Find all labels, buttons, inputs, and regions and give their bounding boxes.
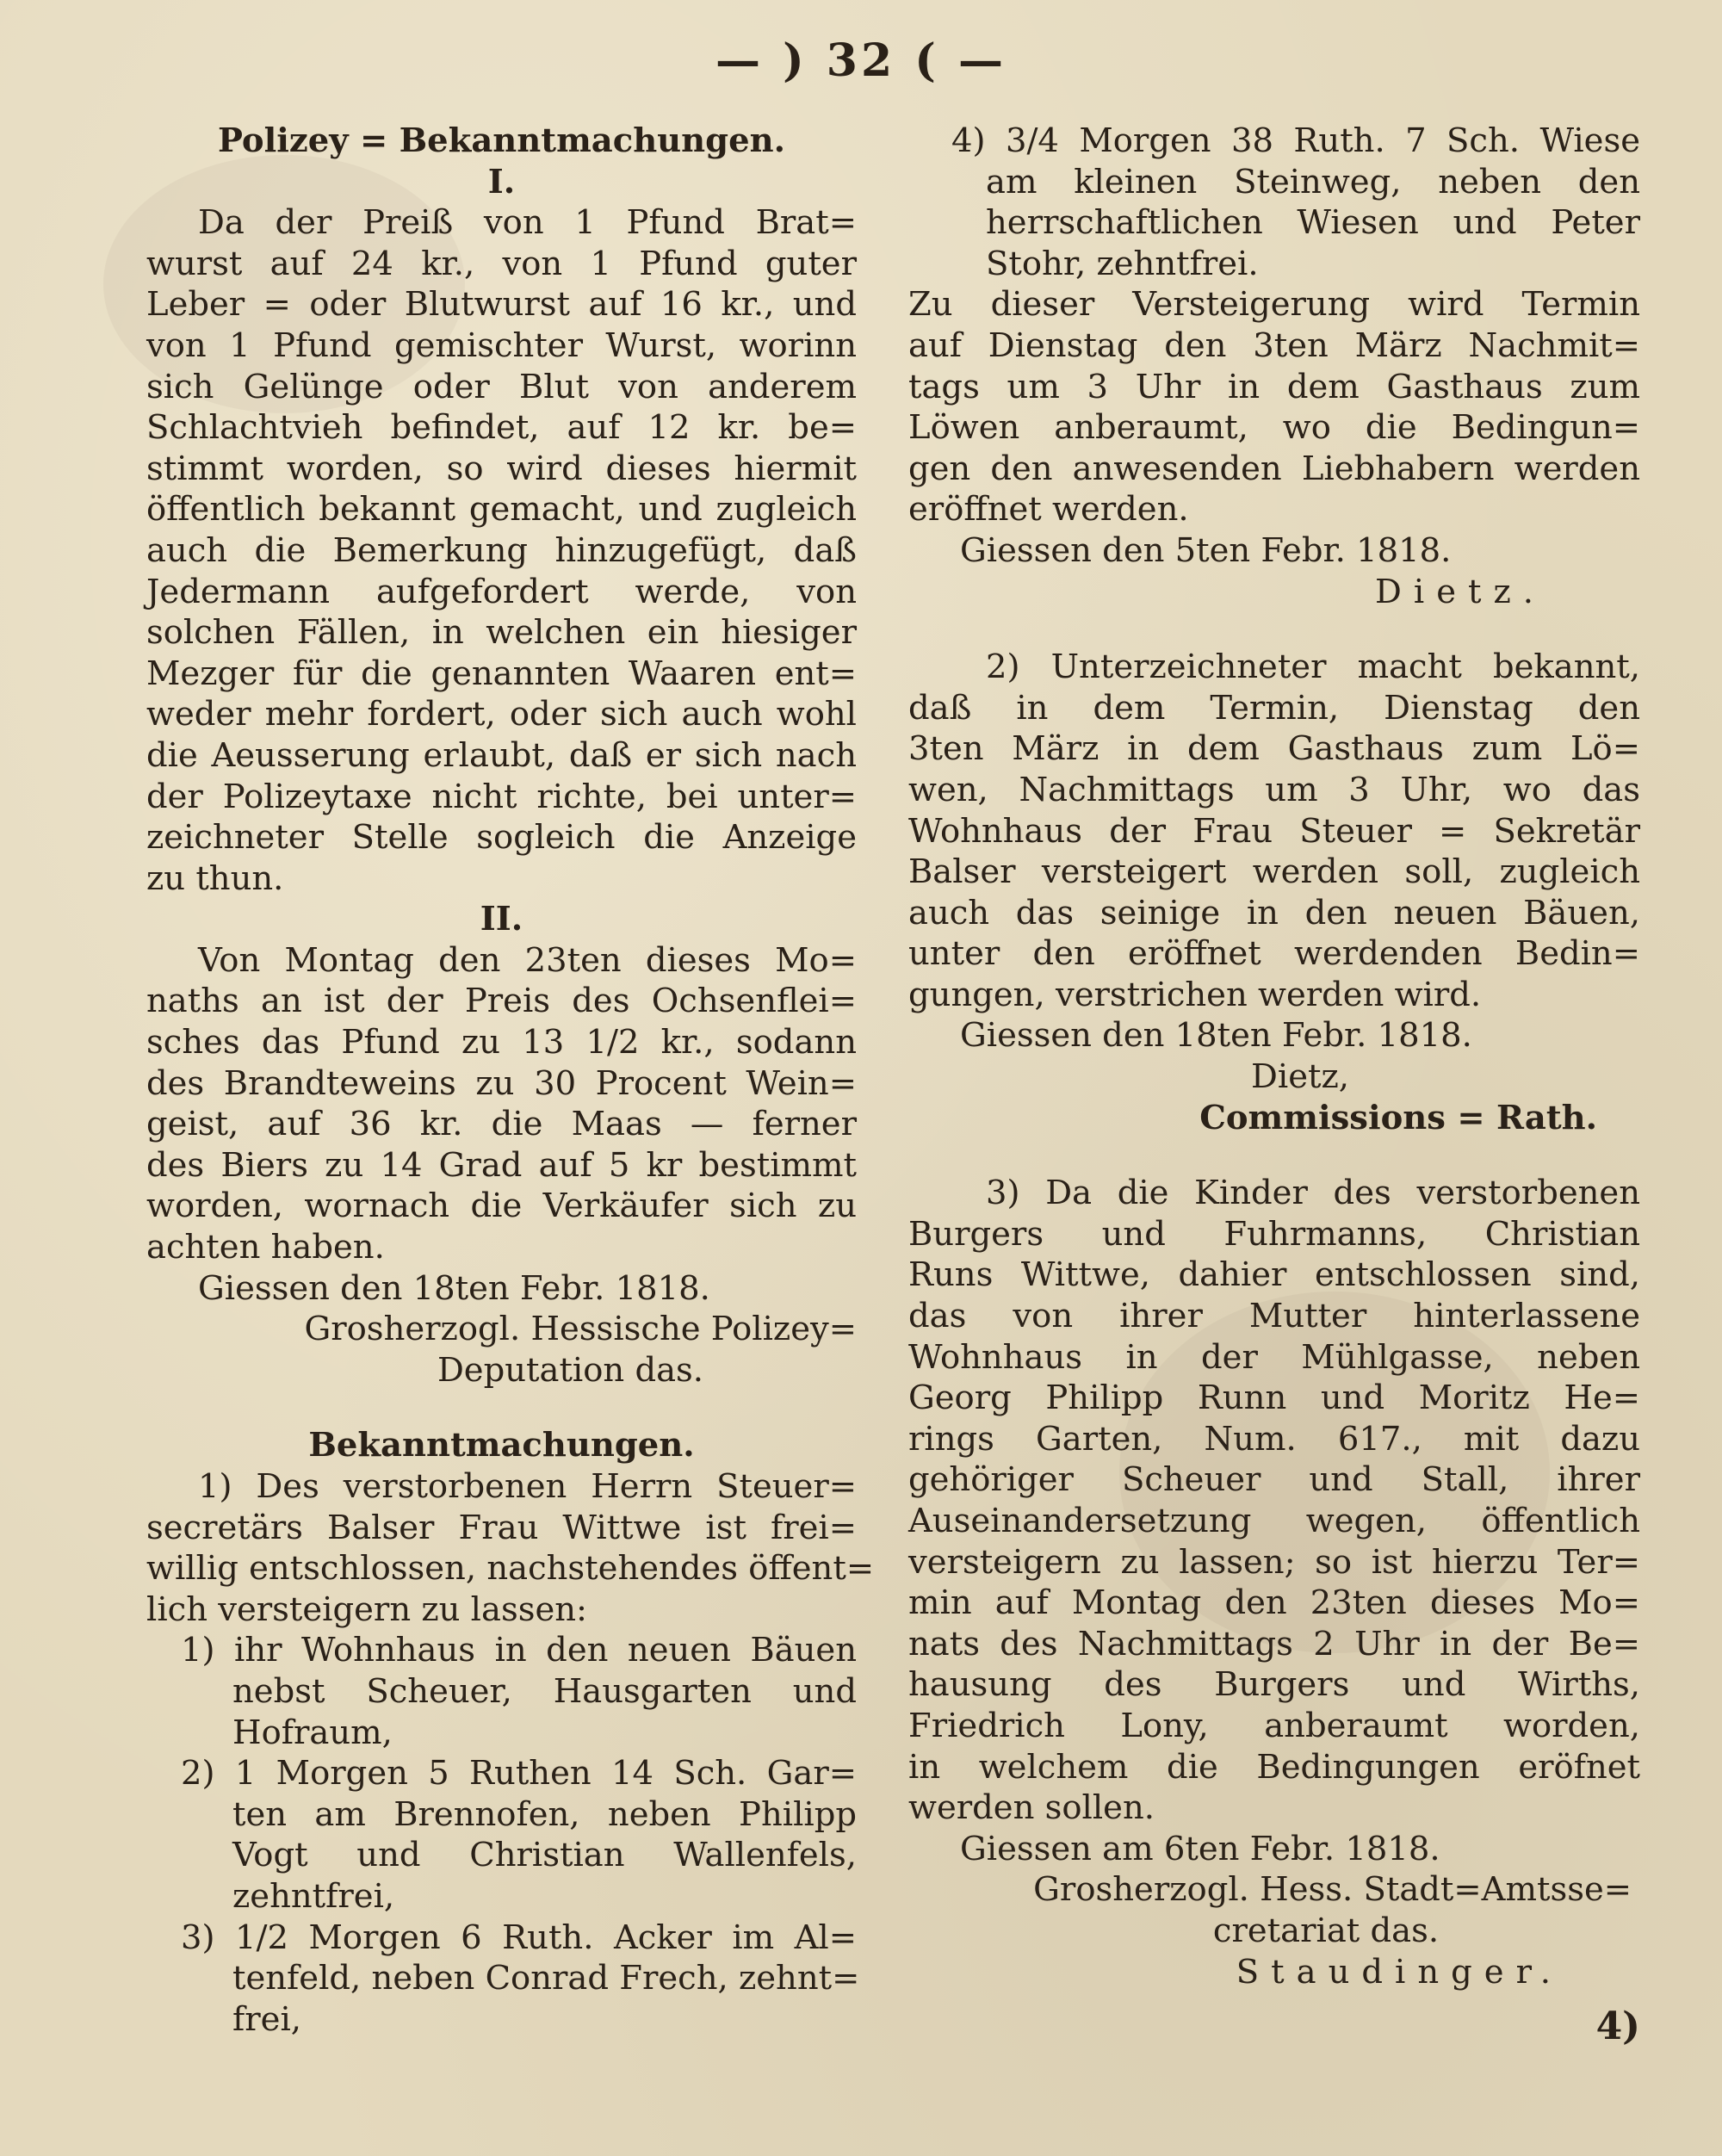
property-item-2 xyxy=(146,1753,857,1917)
text-line: Von Montag den 23ten dieses Mo= xyxy=(198,940,857,980)
text-line: auch die Bemerkung hinzugefügt, daß xyxy=(146,530,857,570)
text-line: willig entschlossen, nachstehendes öffent= xyxy=(146,1549,875,1589)
property-item-1 xyxy=(146,1630,857,1753)
text-line: 2) 1 Morgen 5 Ruthen 14 Sch. Gar= xyxy=(181,1754,857,1794)
text-line: 1) ihr Wohnhaus in den neuen Bäuen xyxy=(181,1631,857,1670)
text-line: lich versteigern zu lassen: xyxy=(146,1589,588,1629)
police-announcements-title: Polizey = Bekanntmachungen. xyxy=(218,121,785,160)
signature-line: Dietz. xyxy=(1375,572,1545,611)
text-line: von 1 Pfund gemischter Wurst, worinn xyxy=(146,325,857,365)
text-line: zehntfrei, xyxy=(232,1876,395,1916)
signature-line: Commissions = Rath. xyxy=(1199,1098,1597,1137)
signature-line: Grosherzogl. Hessische Polizey= xyxy=(304,1310,857,1349)
text-line: solchen Fällen, in welchen ein hiesiger xyxy=(146,613,857,653)
text-line: der Polizeytaxe nicht richte, bei unter= xyxy=(146,777,857,816)
text-line: naths an ist der Preis des Ochsenflei= xyxy=(146,982,857,1021)
text-line: das von ihrer Mutter hinterlassene xyxy=(908,1297,1640,1336)
property-item-3 xyxy=(146,1917,860,2041)
text-line: 2) Unterzeichneter macht bekannt, xyxy=(986,647,1640,687)
text-line: versteigern zu lassen; so ist hierzu Ter= xyxy=(908,1542,1640,1582)
section-number: I. xyxy=(487,162,516,201)
dateline: Giessen den 18ten Febr. 1818. xyxy=(198,1268,710,1308)
section-2-text xyxy=(146,940,857,1268)
text-line: Burgers und Fuhrmanns, Christian xyxy=(908,1214,1640,1254)
text-line: Georg Philipp Runn und Moritz He= xyxy=(908,1378,1640,1418)
text-line: gungen, verstrichen werden wird. xyxy=(908,975,1482,1014)
text-line: secretärs Balser Frau Wittwe ist frei= xyxy=(146,1508,857,1547)
text-line: eröffnet werden. xyxy=(908,490,1189,530)
section-number: II. xyxy=(480,900,523,939)
notice-1-text xyxy=(146,1466,875,1630)
text-line: Friedrich Lony, anberaumt worden, xyxy=(908,1706,1640,1745)
notice-2-text xyxy=(908,647,1640,1015)
text-line: tenfeld, neben Conrad Frech, zehnt= xyxy=(232,1959,860,1998)
text-line: Wohnhaus in der Mühlgasse, neben xyxy=(908,1337,1640,1377)
text-line: wen, Nachmittags um 3 Uhr, wo das xyxy=(908,770,1640,809)
property-item-4 xyxy=(908,121,1640,284)
text-line: stimmt worden, so wird dieses hiermit xyxy=(146,449,857,488)
text-line: Da der Preiß von 1 Pfund Brat= xyxy=(198,203,857,243)
text-line: gen den anwesenden Liebhabern werden xyxy=(908,449,1640,488)
text-line: sches das Pfund zu 13 1/2 kr., sodann xyxy=(146,1023,857,1063)
dateline: Giessen den 18ten Febr. 1818. xyxy=(960,1016,1472,1056)
text-line: unter den eröffnet werdenden Bedin= xyxy=(908,934,1640,974)
text-line: 4) 3/4 Morgen 38 Ruth. 7 Sch. Wiese xyxy=(951,121,1640,160)
text-line: Vogt und Christian Wallenfels, xyxy=(232,1836,857,1875)
text-line: rings Garten, Num. 617., mit dazu xyxy=(908,1419,1640,1459)
text-line: die Aeusserung erlaubt, daß er sich nach xyxy=(146,735,857,775)
text-line: Auseinandersetzung wegen, öffentlich xyxy=(908,1502,1640,1540)
announcements-title: Bekanntmachungen. xyxy=(308,1426,695,1465)
dateline: Giessen am 6ten Febr. 1818. xyxy=(960,1829,1440,1868)
text-line: Runs Wittwe, dahier entschlossen sind, xyxy=(908,1255,1640,1295)
text-line: herrschaftlichen Wiesen und Peter xyxy=(986,203,1640,243)
text-line: des Brandteweins zu 30 Procent Wein= xyxy=(146,1063,857,1103)
text-line: Wohnhaus der Frau Steuer = Sekretär xyxy=(908,811,1640,851)
signature-line: cretariat das. xyxy=(1212,1911,1440,1950)
text-line: daß in dem Termin, Dienstag den xyxy=(908,688,1640,728)
text-line: min auf Montag den 23ten dieses Mo= xyxy=(908,1583,1640,1623)
text-line: nebst Scheuer, Hausgarten und xyxy=(232,1671,857,1711)
text-line: Schlachtvieh befindet, auf 12 kr. be= xyxy=(146,408,857,448)
text-line: wurst auf 24 kr., von 1 Pfund guter xyxy=(146,244,857,283)
notice-3-text xyxy=(908,1173,1640,1829)
text-line: Balser versteigert werden soll, zugleich xyxy=(908,852,1640,892)
signature-line: Dietz, xyxy=(1251,1057,1349,1097)
text-line: öffentlich bekannt gemacht, und zugleich xyxy=(146,490,857,530)
text-line: zeichneter Stelle sogleich die Anzeige xyxy=(146,818,857,858)
signature-line: Deputation das. xyxy=(437,1350,704,1390)
text-line: auf Dienstag den 3ten März Nachmit= xyxy=(908,325,1640,365)
signature-line: Staudinger. xyxy=(1236,1952,1563,1992)
text-line: Stohr, zehntfrei. xyxy=(986,244,1259,283)
text-line: 1) Des verstorbenen Herrn Steuer= xyxy=(198,1467,857,1506)
text-line: werden sollen. xyxy=(908,1788,1155,1828)
text-line: worden, wornach die Verkäufer sich zu xyxy=(146,1186,857,1226)
text-line: sich Gelünge oder Blut von anderem xyxy=(146,367,857,406)
text-line: 3) 1/2 Morgen 6 Ruth. Acker im Al= xyxy=(181,1917,857,1957)
text-line: Löwen anberaumt, wo die Bedingun= xyxy=(908,408,1640,448)
text-line: Hofraum, xyxy=(232,1713,393,1752)
text-line: Zu dieser Versteigerung wird Termin xyxy=(908,285,1640,325)
text-line: 3) Da die Kinder des verstorbenen xyxy=(986,1174,1640,1213)
text-line: 3ten März in dem Gasthaus zum Lö= xyxy=(908,729,1640,769)
text-line: tags um 3 Uhr in dem Gasthaus zum xyxy=(908,367,1640,406)
left-column xyxy=(146,121,875,2040)
catchword: 4) xyxy=(1595,2004,1640,2048)
text-line: am kleinen Steinweg, neben den xyxy=(986,162,1640,201)
text-line: zu thun. xyxy=(146,858,284,898)
text-line: ten am Brennofen, neben Philipp xyxy=(232,1794,857,1834)
text-line: gehöriger Scheuer und Stall, ihrer xyxy=(908,1460,1640,1500)
text-line: nats des Nachmittags 2 Uhr in der Be= xyxy=(908,1624,1640,1663)
text-line: Mezger für die genannten Waaren ent= xyxy=(146,654,857,693)
text-line: hausung des Burgers und Wirths, xyxy=(908,1665,1640,1705)
auction-notice xyxy=(908,284,1640,530)
text-line: weder mehr fordert, oder sich auch wohl xyxy=(146,695,857,734)
section-1-text xyxy=(146,202,857,899)
text-line: achten haben. xyxy=(146,1228,385,1267)
text-line: in welchem die Bedingungen eröfnet xyxy=(908,1747,1640,1787)
text-line: frei, xyxy=(232,1999,301,2039)
text-line: des Biers zu 14 Grad auf 5 kr bestimmt xyxy=(146,1145,857,1185)
text-line: auch das seinige in den neuen Bäuen, xyxy=(908,893,1640,932)
text-line: Jedermann aufgefordert werde, von xyxy=(146,572,857,611)
right-column xyxy=(908,121,1640,1992)
text-line: geist, auf 36 kr. die Maas — ferner xyxy=(146,1105,857,1144)
page-header: — ) 32 ( — xyxy=(715,34,1007,87)
text-line: Leber = oder Blutwurst auf 16 kr., und xyxy=(146,285,857,325)
dateline: Giessen den 5ten Febr. 1818. xyxy=(960,530,1452,570)
signature-line: Grosherzogl. Hess. Stadt=Amtsse= xyxy=(1033,1870,1632,1910)
